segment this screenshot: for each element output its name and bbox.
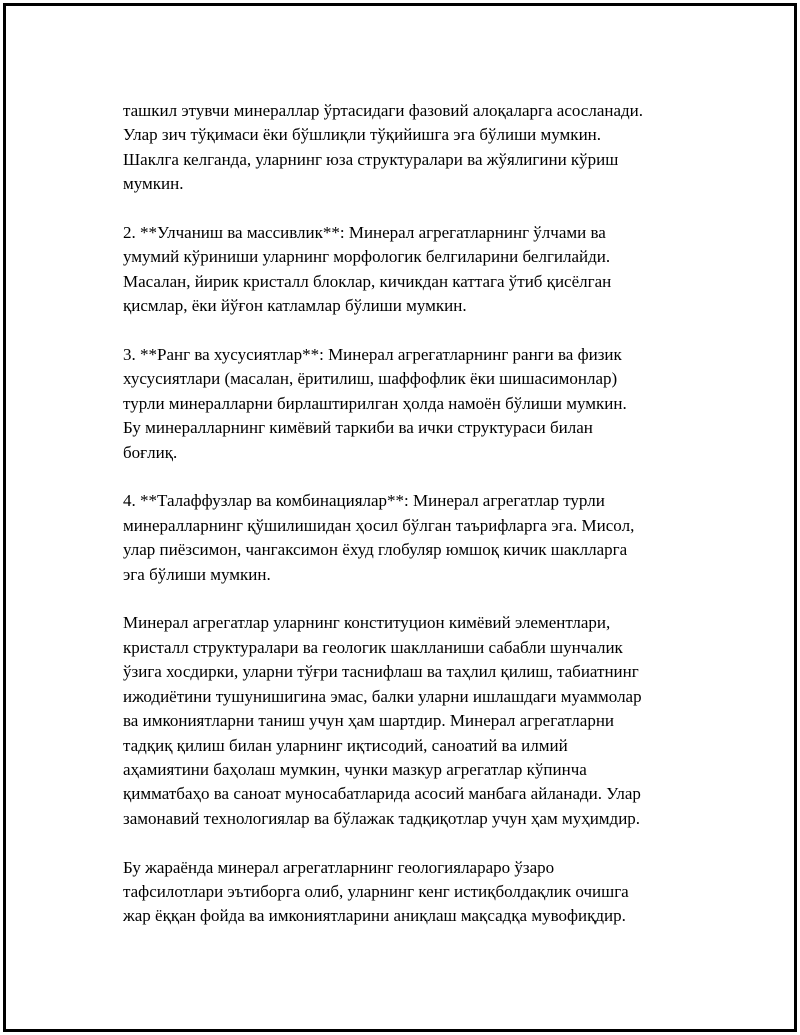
text-line: қимматбаҳо ва саноат муносабатларида асосий манбага айланади. Улар (123, 784, 641, 804)
text-line: тадқиқ қилиш билан уларнинг иқтисодий, саноатий ва илмий (123, 735, 568, 755)
text-line: тафсилотлари эътиборга олиб, уларнинг кенг истиқболдақлик очишга (123, 881, 629, 901)
text-line: минералларнинг қўшилишидан ҳосил бўлган таърифларга эга. Мисол, (123, 515, 635, 535)
paragraph-5 (123, 611, 723, 831)
text-line: мумкин. (123, 174, 184, 194)
paragraph-4 (123, 489, 723, 587)
document-body (123, 99, 723, 953)
page-frame (3, 3, 797, 1032)
text-line: ташкил этувчи минераллар ўртасидаги фазовий алоқаларга асосланади. (123, 101, 644, 120)
text-line: Шаклга келганда, уларнинг юза структуралари ва жўялигини кўриш (123, 149, 619, 169)
paragraph-6 (123, 856, 723, 929)
text-line: ижодиётини тушунишигина эмас, балки уларни ишлашдаги муаммолар (123, 686, 642, 706)
text-line: Бу минералларнинг кимёвий таркиби ва ички структураси билан (123, 418, 593, 438)
text-line: Бу жараёнда минерал агрегатларнинг геологияларaро ўзаро (123, 857, 555, 877)
paragraph-3 (123, 343, 723, 465)
text-line: аҳамиятини баҳолаш мумкин, чунки мазкур агрегатлар кўпинча (123, 759, 587, 779)
text-line: Масалан, йирик кристалл блоклар, кичикдан каттага ўтиб қисёлган (123, 271, 612, 291)
text-line: боғлиқ. (123, 442, 178, 462)
text-line: умумий кўриниши уларнинг морфологик белгиларини белгилайди. (123, 247, 611, 267)
text-line: қисмлар, ёки йўғон катламлар бўлиши мумкин. (123, 296, 467, 316)
paragraph-2 (123, 221, 723, 319)
text-line: турли минералларни бирлаштирилган ҳолда намоён бўлиши мумкин. (123, 393, 627, 413)
text-line: эга бўлиши мумкин. (123, 564, 271, 584)
text-line: 4. **Талаффузлар ва комбинациялар**: Минерал агрегатлар турли (123, 491, 605, 511)
text-line: Минерал агрегатлар уларнинг конституцион кимёвий элементлари, (123, 613, 611, 633)
text-line: жар ёққан фойда ва имкониятларини аниқлаш мақсадқа мувофиқдир. (123, 906, 626, 926)
text-line: замонавий технологиялар ва бўлажак тадқиқотлар учун ҳам муҳимдир. (123, 808, 641, 828)
text-line: кристалл структуралари ва геологик шаклланиши сабабли шунчалик (123, 637, 623, 657)
text-line: ва имкониятларни таниш учун ҳам шартдир. Минерал агрегатларни (123, 711, 615, 731)
text-line: ўзига хосдирки, уларни тўғри таснифлаш ва таҳлил қилиш, табиатнинг (123, 662, 639, 682)
text-line: улар пиёзсимон, чангаксимон ёхуд глобуляр юмшоқ кичик шаклларга (123, 540, 628, 560)
text-line: Улар зич тўқимаси ёки бўшлиқли тўқийишга эга бўлиши мумкин. (123, 125, 602, 145)
text-line: хусусиятлари (масалан, ёритилиш, шаффофлик ёки шишасимонлар) (123, 369, 618, 389)
text-line: 2. **Улчаниш ва массивлик**: Минерал агрегатларнинг ўлчами ва (123, 223, 606, 243)
paragraph-1 (123, 99, 723, 197)
text-line: 3. **Ранг ва хусусиятлар**: Минерал агрегатларнинг ранги ва физик (123, 345, 622, 365)
